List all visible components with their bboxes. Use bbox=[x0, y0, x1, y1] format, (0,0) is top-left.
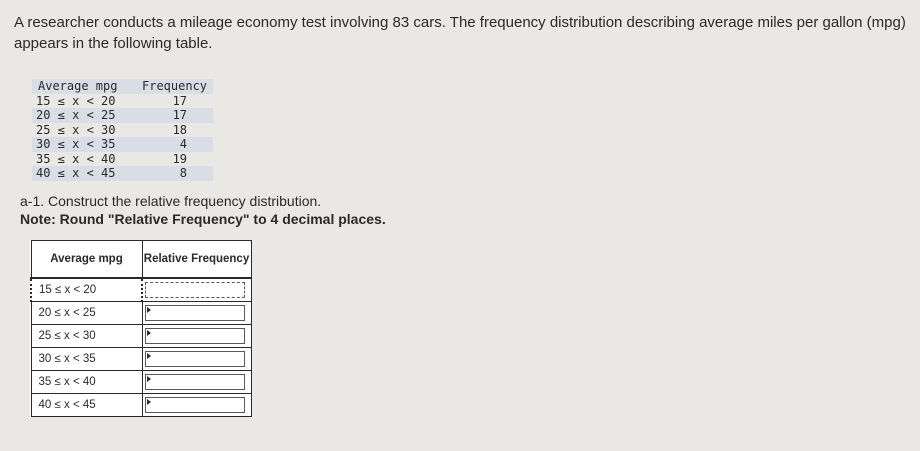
relative-frequency-input[interactable] bbox=[145, 282, 245, 298]
relative-frequency-answer-table bbox=[30, 240, 252, 417]
table-row bbox=[32, 123, 213, 138]
mpg-class-cell: 30 ≤ x < 35 bbox=[32, 137, 136, 152]
column-header-average-mpg: Average mpg bbox=[31, 241, 142, 279]
mpg-class-cell: 40 ≤ x < 45 bbox=[32, 166, 136, 181]
frequency-cell: 18 bbox=[172, 122, 188, 137]
relative-frequency-cell bbox=[142, 348, 251, 371]
table-row bbox=[32, 137, 213, 152]
answer-table-header-row bbox=[31, 241, 251, 279]
relative-frequency-cell bbox=[142, 371, 251, 394]
relative-frequency-input[interactable] bbox=[145, 305, 245, 321]
table-row bbox=[31, 371, 251, 394]
table-row bbox=[32, 152, 213, 167]
input-marker-icon bbox=[147, 307, 151, 313]
problem-text-line-2: appears in the following table. bbox=[14, 35, 213, 52]
problem-text-line-1: A researcher conducts a mileage economy test involving 83 cars. The frequency distribution describing average miles per gallon (mpg) bbox=[14, 14, 906, 31]
column-header-average-mpg: Average mpg bbox=[32, 79, 136, 94]
table-row bbox=[31, 325, 251, 348]
input-marker-icon bbox=[147, 399, 151, 405]
mpg-class-cell: 20 ≤ x < 25 bbox=[32, 108, 136, 123]
input-marker-icon bbox=[147, 353, 151, 359]
relative-frequency-cell bbox=[142, 394, 251, 417]
table-row bbox=[31, 302, 251, 325]
relative-frequency-input[interactable] bbox=[145, 351, 245, 367]
input-marker-icon bbox=[147, 376, 151, 382]
mpg-class-cell: 15 ≤ x < 20 bbox=[31, 278, 142, 302]
mpg-class-cell: 20 ≤ x < 25 bbox=[31, 302, 142, 325]
problem-statement bbox=[14, 12, 914, 54]
frequency-table-header-row bbox=[32, 79, 213, 94]
mpg-class-cell: 40 ≤ x < 45 bbox=[31, 394, 142, 417]
mpg-class-cell: 35 ≤ x < 40 bbox=[36, 151, 116, 166]
relative-frequency-input[interactable] bbox=[145, 374, 245, 390]
mpg-class-cell: 15 ≤ x < 20 bbox=[36, 93, 116, 108]
frequency-cell: 19 bbox=[172, 151, 188, 166]
mpg-class-cell: 35 ≤ x < 40 bbox=[31, 371, 142, 394]
rounding-note: Note: Round "Relative Frequency" to 4 decimal places. bbox=[20, 211, 386, 227]
relative-frequency-cell bbox=[142, 325, 251, 348]
relative-frequency-cell bbox=[142, 302, 251, 325]
mpg-class-cell: 25 ≤ x < 30 bbox=[36, 122, 116, 137]
table-row bbox=[32, 108, 213, 123]
frequency-cell: 17 bbox=[136, 108, 213, 123]
relative-frequency-input[interactable] bbox=[145, 328, 245, 344]
table-row bbox=[31, 278, 251, 302]
relative-frequency-cell bbox=[142, 278, 251, 302]
table-row bbox=[31, 348, 251, 371]
table-row bbox=[32, 166, 213, 181]
mpg-class-cell: 30 ≤ x < 35 bbox=[31, 348, 142, 371]
frequency-cell: 4 bbox=[136, 137, 213, 152]
input-marker-icon bbox=[147, 330, 151, 336]
column-header-frequency: Frequency bbox=[136, 79, 213, 94]
relative-frequency-input[interactable] bbox=[145, 397, 245, 413]
table-row bbox=[32, 94, 213, 109]
frequency-cell: 17 bbox=[172, 93, 188, 108]
table-row bbox=[31, 394, 251, 417]
frequency-cell: 8 bbox=[136, 166, 213, 181]
column-header-relative-frequency: Relative Frequency bbox=[142, 241, 251, 279]
mpg-class-cell: 25 ≤ x < 30 bbox=[31, 325, 142, 348]
frequency-distribution-table bbox=[32, 79, 213, 181]
task-label: a-1. Construct the relative frequency distribution. bbox=[20, 193, 322, 209]
